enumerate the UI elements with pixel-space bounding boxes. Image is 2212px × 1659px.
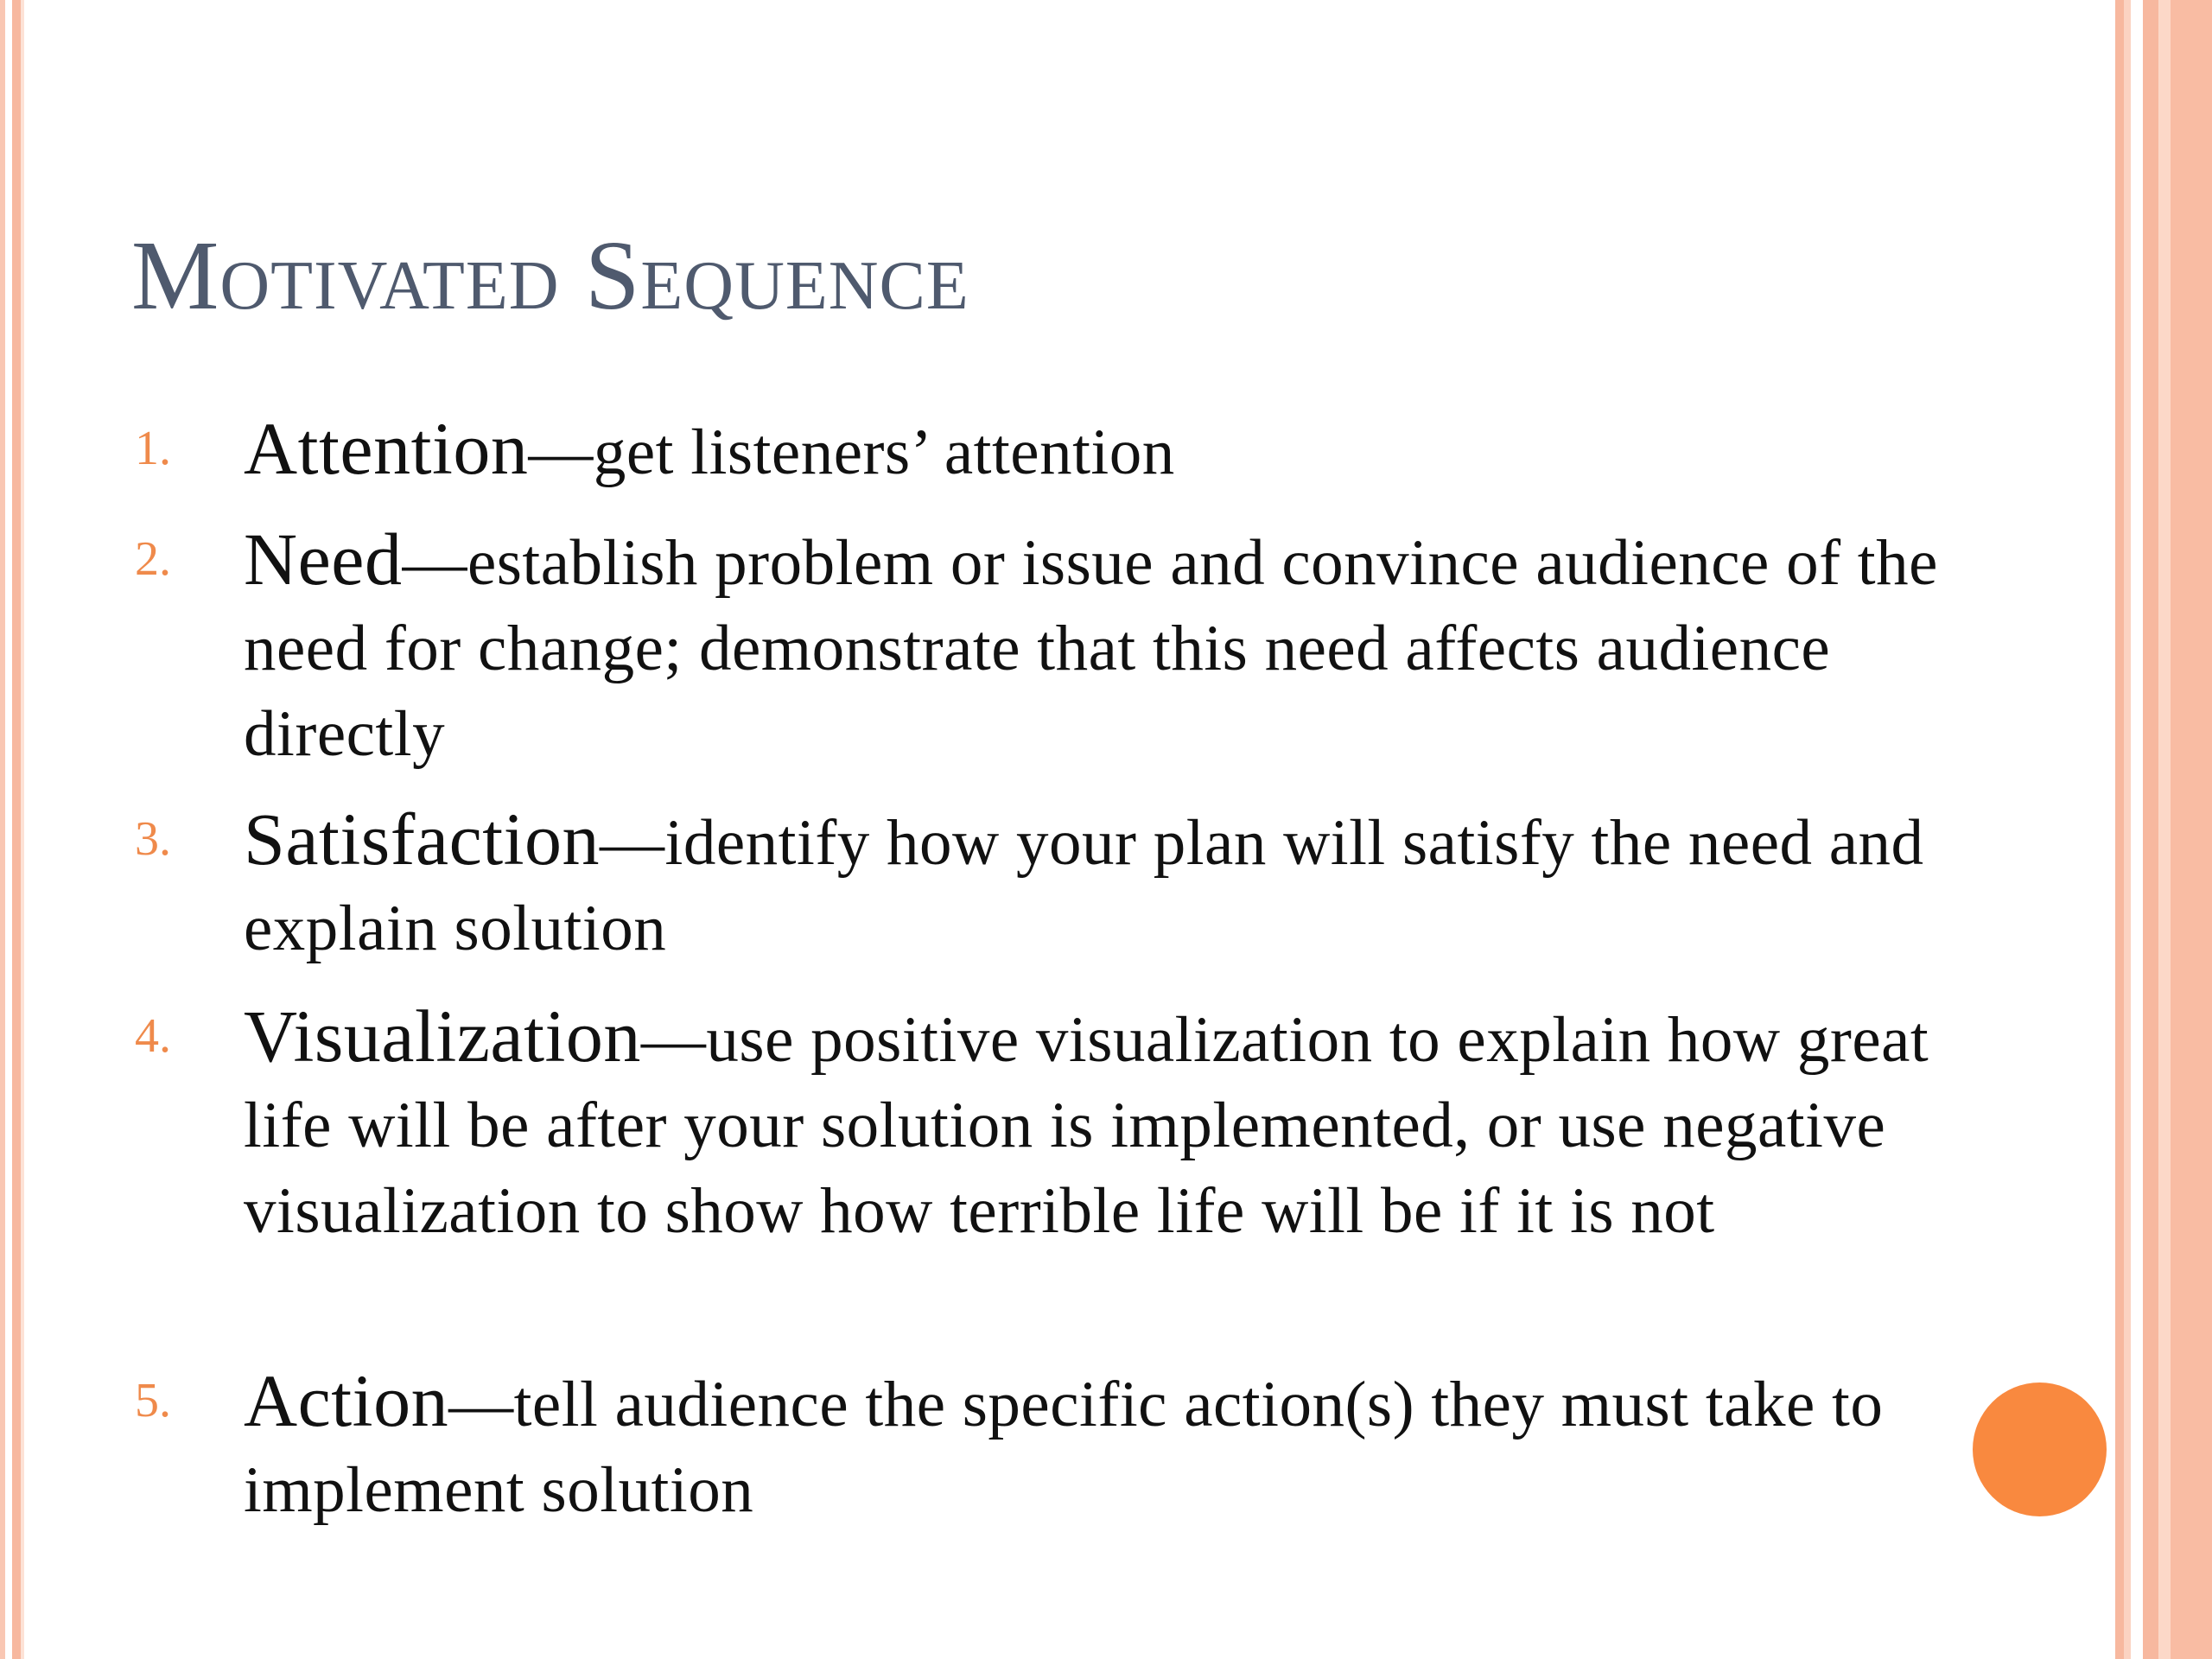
list-item-separator: — <box>640 1004 707 1076</box>
list-item-description: establish problem or issue and convince audience of the need for change; demonstrate that this need affects audience directly <box>244 527 1938 770</box>
list-item-description: get listeners’ attention <box>593 416 1175 488</box>
list-item-number: 4. <box>135 1009 171 1063</box>
list-item-term: Attention <box>244 407 529 490</box>
list-item-description: tell audience the specific action(s) they must take to implement solution <box>244 1369 1884 1526</box>
slide-title: Motivated Sequence <box>131 220 969 330</box>
list-item-separator: — <box>448 1369 514 1440</box>
list-item-separator: — <box>528 416 594 488</box>
list-item-term: Action <box>244 1359 449 1442</box>
list-item-number: 1. <box>135 422 171 475</box>
list-item-description: use positive visualization to explain how great life will be after your solution is implemented, or use negative visualization to show how terrible life will be if it is not <box>244 1004 1929 1247</box>
list-item-term: Need <box>244 518 403 601</box>
list-item-text <box>244 994 1989 1254</box>
list-item-separator: — <box>600 807 665 879</box>
list-item-text <box>244 517 1989 777</box>
accent-circle <box>1973 1382 2107 1516</box>
list-item-number: 5. <box>135 1374 171 1427</box>
list-item-term: Satisfaction <box>244 798 601 880</box>
list-item-term: Visualization <box>244 995 641 1077</box>
list-item-separator: — <box>402 527 467 599</box>
list-item-text <box>244 1358 1989 1533</box>
list-item-description: identify how your plan will satisfy the need and explain solution <box>244 807 1924 964</box>
list-item-number: 2. <box>135 532 171 586</box>
list-item-text <box>244 797 1989 971</box>
list-item-text <box>244 406 1989 495</box>
list-item-number: 3. <box>135 812 171 866</box>
